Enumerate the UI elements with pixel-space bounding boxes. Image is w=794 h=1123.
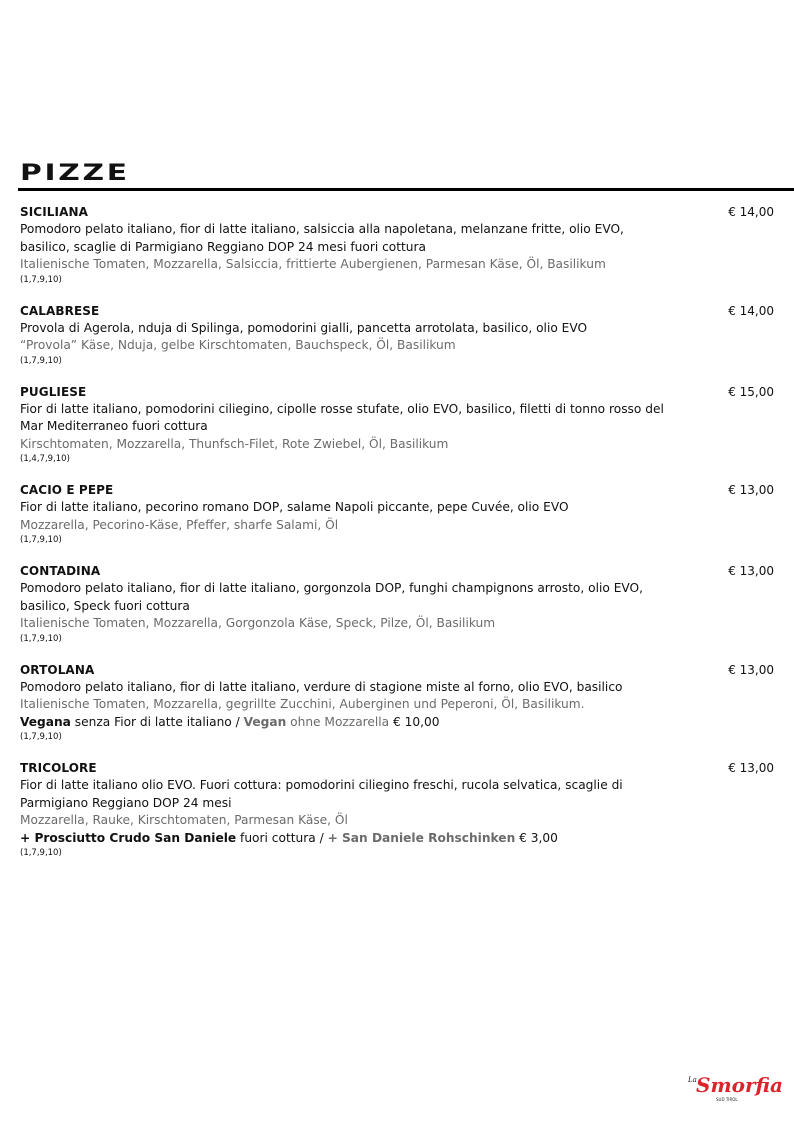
item-allergens: (1,7,9,10)	[20, 355, 62, 366]
item-description-german: Kirschtomaten, Mozzarella, Thunfsch-Filet, Rote Zwiebel, Öl, Basilikum	[20, 436, 449, 451]
item-allergens: (1,7,9,10)	[20, 732, 62, 742]
vegan-label-de: Vegan	[243, 714, 287, 729]
menu-item-siciliana	[20, 204, 780, 287]
item-description-german: Mozzarella, Pecorino-Käse, Pfeffer, sharfe Salami, Öl	[20, 517, 339, 532]
item-allergens: (1,7,9,10)	[20, 274, 62, 285]
item-name: PUGLIESE	[20, 384, 87, 399]
item-description: Provola di Agerola, nduja di Spilinga, pomodorini gialli, pancetta arrotolata, basilico, olio EVO	[20, 320, 588, 335]
item-description-german: Italienische Tomaten, Mozzarella, Gorgonzola Käse, Speck, Pilze, Öl, Basilikum	[20, 616, 496, 630]
item-name: TRICOLORE	[20, 761, 97, 775]
smorfia-logo	[686, 1065, 783, 1105]
item-description: Pomodoro pelato italiano, fior di latte italiano, verdure di stagione miste al forno, olio EVO, basilico	[20, 679, 623, 694]
title-divider	[18, 188, 794, 191]
item-price: € 13,00	[728, 761, 774, 775]
menu-item-calabrese	[20, 303, 780, 368]
item-allergens: (1,7,9,10)	[20, 535, 62, 545]
menu-item-tricolore	[20, 760, 780, 860]
logo-wordmark: Smorfia	[696, 1073, 783, 1097]
page-title: PIZZE	[20, 161, 130, 186]
item-name: SICILIANA	[20, 205, 89, 219]
item-description: Fior di latte italiano, pecorino romano DOP, salame Napoli piccante, pepe Cuvée, olio EVO	[20, 500, 569, 514]
pizza-menu	[20, 204, 780, 876]
item-name: CONTADINA	[20, 564, 101, 578]
addon-text-it: fuori cottura /	[236, 830, 328, 845]
menu-item-pugliese	[20, 384, 780, 467]
vegan-label-it: Vegana	[20, 714, 71, 729]
vegan-text-it: senza Fior di latte italiano /	[70, 714, 244, 729]
logo-prefix: La	[688, 1076, 697, 1084]
item-allergens: (1,7,9,10)	[20, 633, 62, 644]
item-price: € 13,00	[728, 564, 774, 578]
vegan-text-de: ohne Mozzarella	[286, 714, 390, 729]
item-description: Pomodoro pelato italiano, fior di latte italiano, salsiccia alla napoletana, melanzane fritte, olio EVO, basilico, scaglie di Parmigiano Reggiano DOP 24 mesi fuori cottura	[20, 222, 624, 254]
item-description: Fior di latte italiano, pomodorini ciliegino, cipolle rosse stufate, olio EVO, basilico, filetti di tonno rosso del Mar Mediterraneo fuori cottura	[20, 401, 664, 433]
vegan-option	[20, 714, 670, 732]
menu-item-cacio-e-pepe	[20, 482, 780, 547]
item-name: ORTOLANA	[20, 662, 95, 677]
item-price: € 13,00	[728, 483, 774, 497]
item-description-german: “Provola” Käse, Nduja, gelbe Kirschtomaten, Bauchspeck, Öl, Basilikum	[20, 338, 456, 352]
menu-item-contadina	[20, 563, 780, 646]
item-allergens: (1,4,7,9,10)	[20, 454, 70, 464]
addon-price: € 3,00	[515, 830, 558, 845]
menu-item-ortolana	[20, 662, 780, 745]
item-price: € 14,00	[728, 303, 774, 318]
addon-label-de: + San Daniele Rohschinken	[327, 830, 516, 845]
item-name: CALABRESE	[20, 303, 100, 318]
item-price: € 14,00	[728, 205, 774, 219]
item-price: € 13,00	[728, 662, 774, 677]
addon-label-it: + Prosciutto Crudo San Daniele	[20, 830, 237, 845]
item-allergens: (1,7,9,10)	[20, 848, 62, 858]
item-description-german: Italienische Tomaten, Mozzarella, gegrillte Zucchini, Auberginen und Peperoni, Öl, Basilikum.	[20, 697, 585, 711]
logo-tagline: SUD TIROL	[716, 1097, 738, 1102]
item-name: CACIO E PEPE	[20, 483, 114, 497]
prosciutto-addon	[20, 830, 670, 848]
vegan-price: € 10,00	[389, 714, 440, 729]
item-description: Fior di latte italiano olio EVO. Fuori cottura: pomodorini ciliegino freschi, rucola selvatica, scaglie di Parmigiano Reggiano DOP 24 mesi	[20, 778, 623, 810]
item-description-german: Italienische Tomaten, Mozzarella, Salsiccia, frittierte Aubergienen, Parmesan Käse, Öl, Basilikum	[20, 257, 606, 271]
item-price: € 15,00	[728, 384, 774, 399]
item-description: Pomodoro pelato italiano, fior di latte italiano, gorgonzola DOP, funghi champignons arrosto, olio EVO, basilico, Speck fuori cottura	[20, 581, 643, 613]
item-description-german: Mozzarella, Rauke, Kirschtomaten, Parmesan Käse, Öl	[20, 813, 348, 827]
